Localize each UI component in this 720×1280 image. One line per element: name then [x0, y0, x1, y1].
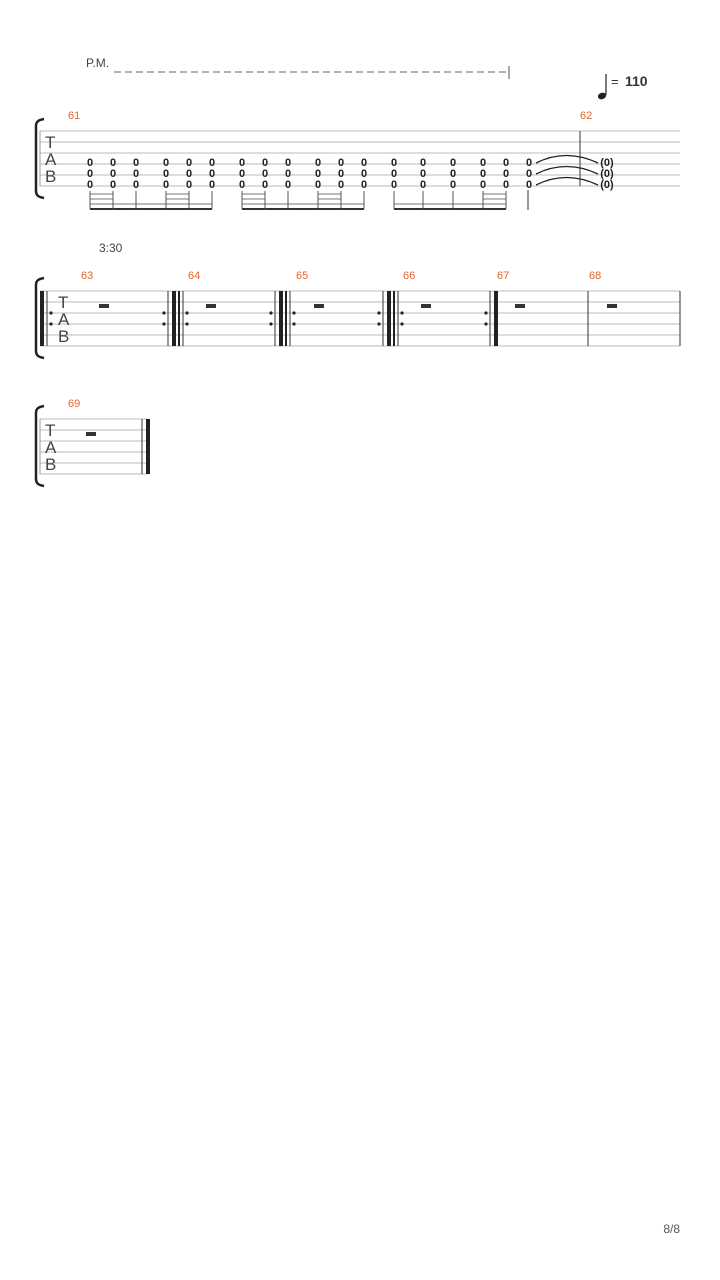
tied-note-string-3: (0): [600, 179, 614, 191]
ties-61-62: [536, 156, 598, 186]
fret-number: 0: [284, 168, 292, 180]
tab-clef-a: A: [45, 438, 57, 457]
fret-number: 0: [86, 168, 94, 180]
measure-number-66: 66: [403, 270, 416, 282]
fret-number: 0: [238, 157, 246, 169]
palm-mute-label: P.M.: [86, 56, 110, 70]
measure-number-68: 68: [589, 270, 602, 282]
fret-number: 0: [185, 168, 193, 180]
tab-clef-t: T: [58, 293, 69, 312]
measure-number-62: 62: [580, 110, 593, 122]
measure-number-65: 65: [296, 270, 309, 282]
fret-number: 0: [109, 179, 117, 191]
fret-number: 0: [479, 179, 487, 191]
fret-number: 0: [502, 157, 510, 169]
fret-number: 0: [109, 157, 117, 169]
fret-number: 0: [419, 179, 427, 191]
fret-number: 0: [185, 157, 193, 169]
fret-number: 0: [449, 157, 457, 169]
tempo-value: 110: [625, 73, 648, 89]
fret-number: 0: [390, 179, 398, 191]
fret-number: 0: [109, 168, 117, 180]
fret-number: 0: [132, 179, 140, 191]
fret-number: 0: [284, 179, 292, 191]
fret-number: 0: [208, 168, 216, 180]
tempo-equals: =: [611, 74, 619, 89]
rest-69: [86, 432, 96, 436]
fret-number: 0: [360, 179, 368, 191]
fret-number: 0: [419, 168, 427, 180]
fret-number: 0: [479, 157, 487, 169]
fret-number: 0: [449, 179, 457, 191]
measure-number-63: 63: [81, 270, 94, 282]
fret-number: 0: [479, 168, 487, 180]
fret-number: 0: [261, 168, 269, 180]
system-1: [36, 56, 680, 210]
fret-number: 0: [337, 157, 345, 169]
fret-number: 0: [337, 168, 345, 180]
fret-number: 0: [132, 157, 140, 169]
measure-number-67: 67: [497, 270, 510, 282]
fret-number: 0: [525, 168, 533, 180]
fret-number: 0: [337, 179, 345, 191]
final-barline-thick: [146, 419, 150, 474]
measure-61-beams: [90, 194, 506, 209]
fret-number: 0: [238, 179, 246, 191]
fret-number: 0: [502, 179, 510, 191]
fret-number: 0: [185, 179, 193, 191]
fret-number: 0: [261, 157, 269, 169]
fret-number: 0: [86, 179, 94, 191]
repeat-end-start-63-64: [162, 291, 188, 346]
repeat-end-66: [484, 291, 498, 346]
fret-number: 0: [525, 157, 533, 169]
measure-number-64: 64: [188, 270, 201, 282]
system-2: [36, 241, 680, 358]
fret-number: 0: [261, 179, 269, 191]
tied-note-string-2: (0): [600, 168, 614, 180]
rest-67: [515, 304, 525, 308]
fret-number: 0: [360, 168, 368, 180]
time-marker: 3:30: [99, 241, 123, 255]
measure-number-61: 61: [68, 110, 81, 122]
fret-number: 0: [208, 157, 216, 169]
rest-66: [421, 304, 431, 308]
tempo-marking: [597, 73, 648, 100]
repeat-end-start-64-65: [269, 291, 295, 346]
tab-clef-a: A: [45, 150, 57, 169]
fret-number: 0: [162, 179, 170, 191]
page-number: 8/8: [663, 1222, 680, 1236]
fret-number: 0: [360, 157, 368, 169]
fret-number: 0: [449, 168, 457, 180]
tab-clef-b: B: [45, 455, 57, 474]
rest-63: [99, 304, 109, 308]
system-3: [36, 398, 150, 486]
fret-number: 0: [419, 157, 427, 169]
fret-number: 0: [314, 179, 322, 191]
fret-number: 0: [390, 157, 398, 169]
measure-61-stems: [90, 191, 506, 209]
fret-number: 0: [208, 179, 216, 191]
tab-clef-b: B: [58, 327, 70, 346]
fret-number: 0: [314, 157, 322, 169]
repeat-end-start-65-66: [377, 291, 403, 346]
rest-64: [206, 304, 216, 308]
tab-clef-b: B: [45, 167, 57, 186]
fret-number: 0: [284, 157, 292, 169]
fret-number: 0: [86, 157, 94, 169]
rest-68: [607, 304, 617, 308]
tab-clef-t: T: [45, 421, 56, 440]
rest-65: [314, 304, 324, 308]
fret-number: 0: [390, 168, 398, 180]
fret-number: 0: [132, 168, 140, 180]
fret-number: 0: [238, 168, 246, 180]
tab-clef-a: A: [58, 310, 70, 329]
fret-number: 0: [162, 157, 170, 169]
repeat-start-63: [40, 291, 53, 346]
fret-number: 0: [525, 179, 533, 191]
measure-number-69: 69: [68, 398, 81, 410]
fret-number: 0: [502, 168, 510, 180]
tab-staff: [40, 291, 680, 346]
tab-clef-t: T: [45, 133, 56, 152]
fret-number: 0: [162, 168, 170, 180]
fret-number: 0: [314, 168, 322, 180]
tied-note-string-1: (0): [600, 157, 614, 169]
